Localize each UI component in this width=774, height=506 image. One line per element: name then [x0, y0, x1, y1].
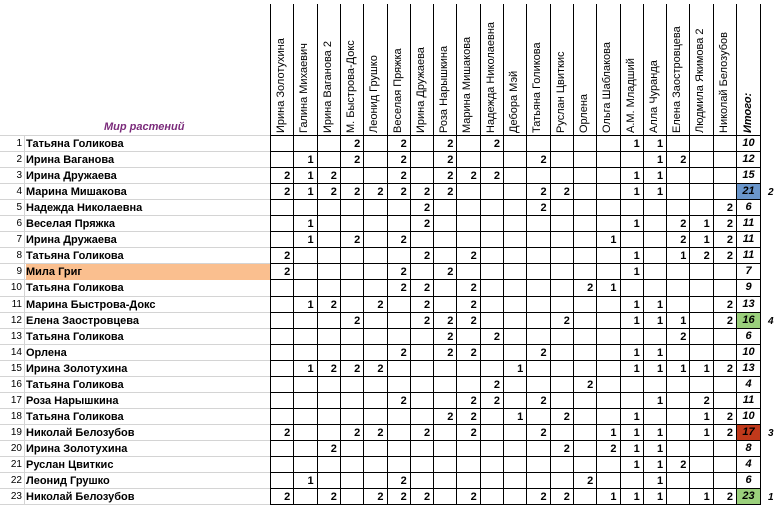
vote-cell[interactable]: 2 [540, 346, 547, 359]
vote-cell[interactable]: 1 [633, 218, 640, 231]
vote-cell[interactable]: 2 [284, 266, 291, 279]
vote-cell[interactable]: 2 [447, 154, 454, 167]
vote-cell[interactable]: 2 [610, 442, 617, 455]
total-cell[interactable]: 16 [737, 313, 760, 328]
vote-cell[interactable]: 2 [330, 186, 337, 199]
column-border [573, 4, 574, 504]
vote-cell[interactable]: 2 [400, 475, 407, 488]
participant-name[interactable]: Татьяна Голикова [26, 282, 124, 295]
vote-cell[interactable]: 1 [633, 410, 640, 423]
participant-name[interactable]: Леонид Грушко [26, 475, 110, 488]
vote-cell[interactable]: 1 [610, 282, 617, 295]
section-title: Мир растений [104, 121, 185, 133]
column-border [503, 4, 504, 504]
vote-cell[interactable]: 2 [354, 314, 361, 327]
row-number: 19 [10, 426, 22, 438]
vote-cell[interactable]: 1 [610, 426, 617, 439]
row-number: 7 [16, 234, 22, 246]
total-cell[interactable]: 7 [745, 265, 752, 278]
vote-cell[interactable]: 1 [633, 491, 640, 504]
vote-cell[interactable]: 2 [726, 426, 733, 439]
vote-cell[interactable]: 2 [423, 314, 431, 327]
vote-cell[interactable]: 2 [400, 266, 407, 279]
participant-name[interactable]: Руслан Цвиткис [26, 459, 114, 471]
vote-cell[interactable]: 1 [656, 186, 664, 199]
vote-cell[interactable]: 2 [400, 186, 407, 199]
vote-cell[interactable]: 2 [423, 202, 431, 215]
row-number: 4 [16, 186, 22, 198]
row-number: 18 [10, 410, 22, 422]
row-border [270, 488, 761, 489]
column-header[interactable]: Надежда Николаевна [484, 21, 497, 133]
vote-cell[interactable]: 2 [470, 394, 477, 407]
column-border [293, 4, 294, 504]
vote-cell[interactable]: 1 [307, 475, 314, 488]
vote-cell[interactable]: 1 [307, 186, 314, 199]
vote-cell[interactable]: 2 [330, 491, 337, 504]
vote-cell[interactable]: 1 [633, 266, 640, 279]
vote-cell[interactable]: 2 [726, 491, 733, 504]
total-cell[interactable]: 11 [742, 393, 755, 406]
vote-cell[interactable]: 1 [656, 394, 664, 407]
total-cell[interactable]: 13 [742, 361, 755, 374]
column-border [760, 4, 761, 504]
participant-name[interactable]: Елена Заостровцева [26, 314, 140, 327]
total-cell[interactable]: 23 [737, 489, 760, 504]
participant-name[interactable]: Ирина Дружаева [26, 170, 117, 183]
vote-cell[interactable]: 1 [656, 442, 664, 455]
vote-cell[interactable]: 2 [680, 459, 687, 471]
vote-cell[interactable]: 2 [423, 282, 431, 295]
vote-cell[interactable]: 2 [447, 314, 454, 327]
vote-cell[interactable]: 1 [633, 362, 640, 375]
vote-cell[interactable]: 1 [307, 154, 314, 167]
row-border [270, 279, 761, 280]
row-border [270, 344, 761, 345]
column-header[interactable]: Ольга Шаблакова [601, 42, 614, 133]
total-cell[interactable]: 12 [742, 153, 755, 166]
row-number: 14 [10, 346, 22, 358]
column-border [550, 4, 551, 504]
vote-cell[interactable]: 2 [447, 346, 454, 359]
vote-cell[interactable]: 1 [656, 170, 664, 183]
vote-cell[interactable]: 1 [633, 442, 640, 455]
row-number: 15 [10, 362, 22, 374]
vote-cell[interactable]: 2 [330, 298, 337, 311]
column-header[interactable]: Роза Нарышкина [438, 45, 451, 133]
vote-cell[interactable]: 2 [447, 330, 454, 343]
total-cell[interactable]: 17 [737, 425, 760, 440]
vote-cell[interactable]: 2 [400, 154, 407, 167]
vote-cell[interactable]: 1 [307, 170, 314, 183]
vote-cell[interactable]: 2 [726, 298, 733, 311]
total-cell[interactable]: 9 [745, 281, 752, 294]
vote-cell[interactable]: 2 [447, 170, 454, 183]
vote-cell[interactable]: 1 [633, 298, 640, 311]
row-number: 5 [16, 202, 22, 214]
vote-cell[interactable]: 1 [680, 362, 687, 375]
vote-cell[interactable]: 2 [400, 234, 407, 247]
vote-cell[interactable]: 2 [377, 491, 384, 504]
vote-cell[interactable]: 1 [703, 410, 710, 423]
vote-cell[interactable]: 2 [400, 394, 407, 407]
vote-cell[interactable]: 1 [307, 362, 314, 375]
vote-cell[interactable]: 2 [447, 410, 454, 423]
vote-cell[interactable]: 2 [377, 298, 384, 311]
vote-cell[interactable]: 2 [284, 170, 291, 183]
vote-cell[interactable]: 2 [540, 202, 547, 215]
total-cell[interactable]: 6 [745, 201, 752, 214]
vote-cell[interactable]: 2 [563, 186, 570, 199]
vote-cell[interactable]: 2 [563, 491, 570, 504]
column-header[interactable]: Ирина Золотухина [275, 38, 287, 133]
row-border [270, 472, 761, 473]
column-header[interactable]: Орлена [577, 93, 590, 133]
total-cell[interactable]: 6 [745, 329, 752, 342]
row-border [270, 215, 761, 216]
vote-cell[interactable]: 1 [307, 298, 314, 311]
participant-name[interactable]: Татьяна Голикова [26, 250, 124, 263]
vote-cell[interactable]: 1 [610, 234, 617, 247]
row-border [270, 296, 761, 297]
total-cell[interactable]: 11 [742, 249, 755, 262]
vote-cell[interactable]: 2 [726, 410, 733, 423]
vote-cell[interactable]: 2 [400, 282, 407, 295]
vote-cell[interactable]: 2 [447, 266, 454, 279]
participant-name[interactable]: Ирина Золотухина [26, 442, 128, 455]
vote-cell[interactable]: 2 [354, 362, 361, 375]
column-header[interactable]: Галина Михаевич [298, 43, 311, 133]
participant-name[interactable]: Ирина Дружаева [26, 234, 117, 247]
participant-name[interactable]: Николай Белозубов [26, 426, 135, 439]
vote-cell[interactable]: 2 [493, 394, 500, 407]
total-cell[interactable]: 10 [742, 409, 755, 422]
vote-cell[interactable]: 2 [377, 362, 384, 375]
column-header[interactable]: Руслан Цвиткис [554, 51, 567, 133]
vote-cell[interactable]: 2 [540, 394, 547, 407]
column-header[interactable]: Людмила Якимова 2 [694, 28, 707, 133]
participant-name[interactable]: Николай Белозубов [26, 491, 135, 504]
vote-cell[interactable]: 2 [563, 410, 570, 423]
total-cell[interactable]: 13 [742, 297, 755, 310]
row-number: 20 [10, 442, 22, 454]
participant-name[interactable]: Орлена [26, 346, 67, 359]
vote-cell[interactable]: 2 [470, 491, 477, 504]
vote-cell[interactable]: 2 [400, 138, 407, 150]
vote-cell[interactable]: 2 [703, 250, 710, 263]
vote-cell[interactable]: 1 [656, 362, 664, 375]
participant-name[interactable]: Веселая Пряжка [26, 218, 116, 231]
vote-cell[interactable]: 1 [633, 138, 640, 150]
vote-cell[interactable]: 2 [680, 234, 687, 247]
column-header[interactable]: Елена Заостровцева [671, 26, 684, 133]
total-column-header[interactable]: Итого: [742, 92, 754, 133]
column-header[interactable]: Николай Белозубов [717, 32, 730, 133]
vote-cell[interactable]: 2 [680, 330, 687, 343]
vote-cell[interactable]: 2 [447, 138, 454, 150]
vote-cell[interactable]: 2 [447, 186, 454, 199]
column-header[interactable]: Алла Чуранда [647, 60, 660, 133]
vote-cell[interactable]: 2 [563, 442, 570, 455]
vote-cell[interactable]: 1 [633, 314, 640, 327]
column-header[interactable]: Ирина Дружаева [414, 47, 427, 133]
vote-cell[interactable]: 2 [470, 314, 477, 327]
column-header[interactable]: Дебора Мэй [508, 70, 520, 133]
vote-cell[interactable]: 2 [470, 426, 477, 439]
row-number: 13 [10, 330, 22, 342]
vote-cell[interactable]: 1 [517, 410, 524, 423]
vote-cell[interactable]: 2 [470, 282, 477, 295]
row-number: 9 [16, 266, 22, 278]
vote-cell[interactable]: 2 [680, 218, 687, 231]
vote-cell[interactable]: 2 [493, 378, 500, 391]
vote-cell[interactable]: 1 [633, 426, 640, 439]
vote-cell[interactable]: 2 [470, 250, 477, 263]
vote-cell[interactable]: 2 [354, 186, 361, 199]
participant-name[interactable]: Татьяна Голикова [26, 330, 124, 343]
vote-cell[interactable]: 1 [307, 218, 314, 231]
row-number: 8 [16, 250, 22, 262]
row-number: 12 [10, 314, 22, 326]
vote-cell[interactable]: 1 [307, 234, 314, 247]
rank-mark: 1 [768, 492, 774, 504]
total-cell[interactable]: 11 [742, 217, 755, 230]
rank-mark: 3 [768, 427, 774, 439]
vote-cell[interactable]: 2 [587, 378, 594, 391]
vote-cell[interactable]: 2 [493, 170, 500, 183]
vote-cell[interactable]: 2 [470, 410, 477, 423]
row-number: 11 [11, 298, 22, 310]
participant-name[interactable]: Татьяна Голикова [26, 378, 124, 391]
vote-cell[interactable]: 1 [656, 491, 664, 504]
vote-cell[interactable]: 2 [540, 154, 547, 167]
column-border [433, 4, 434, 504]
vote-cell[interactable]: 2 [680, 154, 687, 167]
row-number: 21 [10, 459, 22, 470]
vote-cell[interactable]: 1 [517, 362, 524, 375]
vote-cell[interactable]: 1 [680, 250, 687, 263]
total-cell[interactable]: 10 [742, 137, 755, 149]
vote-cell[interactable]: 2 [284, 426, 291, 439]
vote-cell[interactable]: 2 [354, 426, 361, 439]
vote-cell[interactable]: 2 [587, 475, 594, 488]
vote-cell[interactable]: 2 [493, 330, 500, 343]
row-number: 10 [10, 282, 22, 294]
rank-mark: 2 [768, 187, 774, 199]
vote-cell[interactable]: 2 [423, 298, 431, 311]
participant-name[interactable]: Марина Быстрова-Докс [26, 298, 156, 311]
vote-cell[interactable]: 2 [470, 170, 477, 183]
vote-cell[interactable]: 1 [633, 250, 640, 263]
column-border [387, 4, 388, 504]
row-number: 1 [16, 138, 22, 149]
row-number: 16 [10, 378, 22, 390]
vote-cell[interactable]: 2 [354, 234, 361, 247]
vote-cell[interactable]: 2 [470, 298, 477, 311]
vote-cell[interactable]: 2 [330, 170, 337, 183]
vote-cell[interactable]: 2 [354, 154, 361, 167]
participant-name[interactable]: Роза Нарышкина [26, 394, 119, 407]
vote-cell[interactable]: 1 [656, 346, 664, 359]
vote-cell[interactable]: 1 [680, 314, 687, 327]
vote-cell[interactable]: 2 [400, 170, 407, 183]
row-border [270, 456, 761, 457]
vote-cell[interactable]: 1 [656, 154, 664, 167]
vote-cell[interactable]: 1 [703, 362, 710, 375]
vote-cell[interactable]: 1 [656, 314, 664, 327]
column-header[interactable]: Татьяна Голикова [531, 42, 544, 133]
row-number: 3 [16, 170, 22, 182]
vote-cell[interactable]: 2 [470, 346, 477, 359]
vote-cell[interactable]: 2 [726, 202, 733, 215]
column-header[interactable]: Ирина Ваганова 2 [321, 41, 334, 133]
vote-cell[interactable]: 2 [726, 250, 733, 263]
vote-cell[interactable]: 2 [423, 491, 431, 504]
vote-cell[interactable]: 1 [703, 491, 710, 504]
column-header[interactable]: А.М. Младший [624, 58, 637, 133]
participant-name[interactable]: Татьяна Голикова [26, 410, 124, 423]
vote-cell[interactable]: 1 [703, 234, 710, 247]
vote-cell[interactable]: 1 [656, 426, 664, 439]
row-number: 2 [16, 154, 22, 166]
vote-cell[interactable]: 1 [633, 186, 640, 199]
total-cell[interactable]: 4 [745, 458, 752, 470]
total-cell[interactable]: 4 [745, 377, 752, 390]
vote-cell[interactable]: 2 [330, 362, 337, 375]
vote-cell[interactable]: 2 [703, 394, 710, 407]
participant-name[interactable]: Надежда Николаевна [26, 202, 143, 215]
column-header[interactable]: Марина Мишакова [461, 36, 474, 133]
vote-cell[interactable]: 2 [587, 282, 594, 295]
vote-cell[interactable]: 2 [540, 491, 547, 504]
total-cell[interactable]: 11 [742, 233, 755, 246]
vote-cell[interactable]: 2 [400, 346, 407, 359]
participant-name[interactable]: Ирина Ваганова [26, 154, 115, 167]
vote-cell[interactable]: 2 [284, 491, 291, 504]
row-number: 6 [16, 218, 22, 230]
vote-cell[interactable]: 2 [354, 138, 361, 150]
vote-cell[interactable]: 2 [423, 186, 431, 199]
column-header[interactable]: Веселая Пряжка [391, 48, 404, 133]
vote-cell[interactable]: 1 [610, 491, 617, 504]
row-border [270, 392, 761, 393]
vote-cell[interactable]: 1 [656, 475, 664, 488]
vote-cell[interactable]: 1 [633, 170, 640, 183]
vote-cell[interactable]: 1 [656, 138, 664, 150]
participant-name[interactable]: Мила Григ [26, 264, 270, 280]
column-border [317, 4, 318, 504]
vote-cell[interactable]: 2 [330, 442, 337, 455]
vote-cell[interactable]: 2 [540, 186, 547, 199]
column-header[interactable]: М. Быстрова-Докс [344, 40, 357, 133]
vote-cell[interactable]: 2 [423, 250, 431, 263]
vote-cell[interactable]: 2 [726, 314, 733, 327]
column-border [480, 4, 481, 504]
participant-name[interactable]: Татьяна Голикова [26, 138, 124, 150]
vote-cell[interactable]: 2 [540, 426, 547, 439]
rank-mark: 4 [768, 315, 774, 327]
vote-cell[interactable]: 2 [493, 138, 500, 150]
vote-cell[interactable]: 1 [656, 459, 664, 471]
vote-cell[interactable]: 2 [377, 426, 384, 439]
row-number: 22 [10, 475, 22, 487]
vote-cell[interactable]: 2 [284, 250, 291, 263]
total-cell[interactable]: 21 [737, 184, 760, 199]
row-number: 17 [10, 394, 22, 406]
row-border [270, 263, 761, 264]
participant-name[interactable]: Ирина Золотухина [26, 362, 128, 375]
column-header[interactable]: Леонид Грушко [368, 55, 381, 133]
vote-cell[interactable]: 2 [423, 426, 431, 439]
vote-cell[interactable]: 1 [656, 298, 664, 311]
vote-cell[interactable]: 2 [400, 491, 407, 504]
vote-cell[interactable]: 2 [284, 186, 291, 199]
vote-cell[interactable]: 2 [726, 234, 733, 247]
vote-cell[interactable]: 2 [423, 218, 431, 231]
total-cell[interactable]: 15 [742, 169, 755, 182]
vote-cell[interactable]: 2 [563, 314, 570, 327]
vote-cell[interactable]: 2 [726, 362, 733, 375]
row-border [270, 504, 761, 505]
total-cell[interactable]: 8 [745, 441, 752, 454]
vote-cell[interactable]: 1 [703, 218, 710, 231]
vote-cell[interactable]: 2 [377, 186, 384, 199]
gridline [24, 135, 25, 504]
participant-name[interactable]: Марина Мишакова [26, 186, 127, 199]
vote-cell[interactable]: 1 [703, 426, 710, 439]
vote-cell[interactable]: 2 [726, 218, 733, 231]
total-cell[interactable]: 6 [745, 474, 752, 487]
row-number: 23 [10, 491, 22, 503]
vote-cell[interactable]: 1 [633, 346, 640, 359]
total-cell[interactable]: 10 [742, 345, 755, 358]
vote-cell[interactable]: 1 [633, 459, 640, 471]
